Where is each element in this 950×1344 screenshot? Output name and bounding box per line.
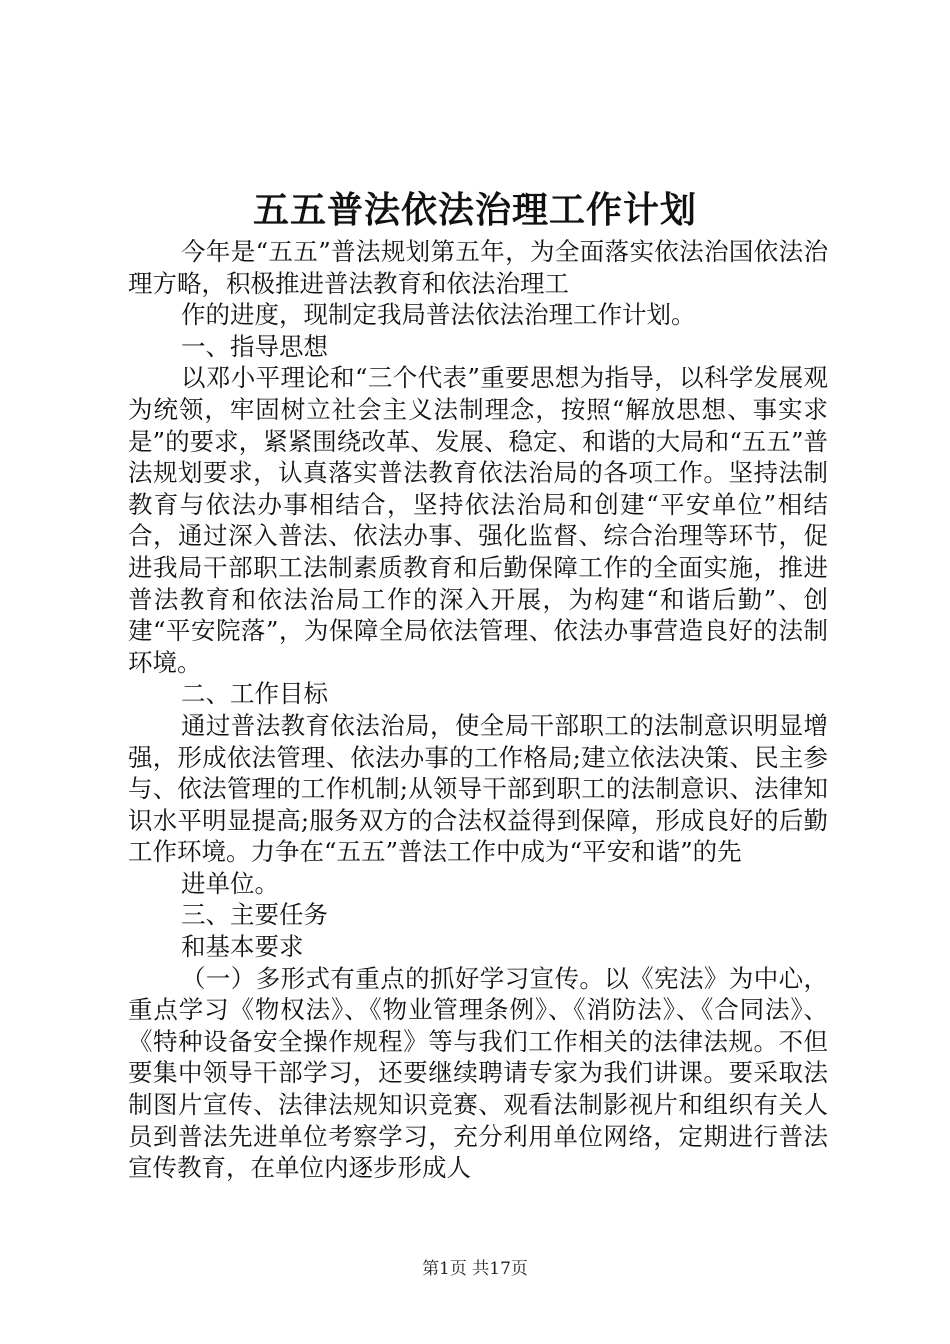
- section-heading-main-tasks: 三、主要任务: [181, 900, 328, 930]
- document-body: [128, 236, 828, 1184]
- work-goals-paragraph: 通过普法教育依法治局，使全局干部职工的法制意识明显增强，形成依法管理、依法办事的工作格局;建立依法决策、民主参与、依法管理的工作机制;从领导干部到职工的法制意识、法律知识水平明显提高;服务双方的合法权益得到保障，形成良好的后勤工作环境。力争在“五五”普法工作中成为“平安和谐”的先: [128, 710, 828, 867]
- section-heading-guiding-ideology: 一、指导思想: [181, 331, 328, 361]
- page-footer: 第1页 共17页: [422, 1259, 528, 1279]
- guiding-ideology-paragraph: 以邓小平理论和“三个代表”重要思想为指导，以科学发展观为统领，牢固树立社会主义法制理念，按照“解放思想、事实求是”的要求，紧紧围绕改革、发展、稳定、和谐的大局和“五五”普法规划要求，认真落实普法教育依法治局的各项工作。坚持法制教育与依法办事相结合，坚持依法治局和创建“平安单位”相结合，通过深入普法、依法办事、强化监督、综合治理等环节，促进我局干部职工法制素质教育和后勤保障工作的全面实施，推进普法教育和依法治局工作的深入开展，为构建“和谐后勤”、创建“平安院落”，为保障全局依法管理、依法办事营造良好的法制环境。: [128, 363, 828, 677]
- section-heading-work-goals: 二、工作目标: [181, 679, 328, 709]
- document-title: 五五普法依法治理工作计划: [252, 189, 697, 231]
- section-heading-main-tasks-continuation: 和基本要求: [181, 932, 304, 962]
- intro-paragraph: 今年是“五五”普法规划第五年，为全面落实依法治国依法治理方略，积极推进普法教育和依法治理工: [128, 237, 828, 298]
- work-goals-continuation: 进单位。: [181, 868, 279, 898]
- task-one-paragraph: （一）多形式有重点的抓好学习宣传。以《宪法》为中心，重点学习《物权法》、《物业管理条例》、《消防法》、《合同法》、《特种设备安全操作规程》等与我们工作相关的法律法规。不但要集中领导干部学习，还要继续聘请专家为我们讲课。要采取法制图片宣传、法律法规知识竞赛、观看法制影视片和组织有关人员到普法先进单位考察学习，充分利用单位网络，定期进行普法宣传教育，在单位内逐步形成人: [128, 963, 828, 1183]
- intro-continuation: 作的进度，现制定我局普法依法治理工作计划。: [181, 300, 696, 330]
